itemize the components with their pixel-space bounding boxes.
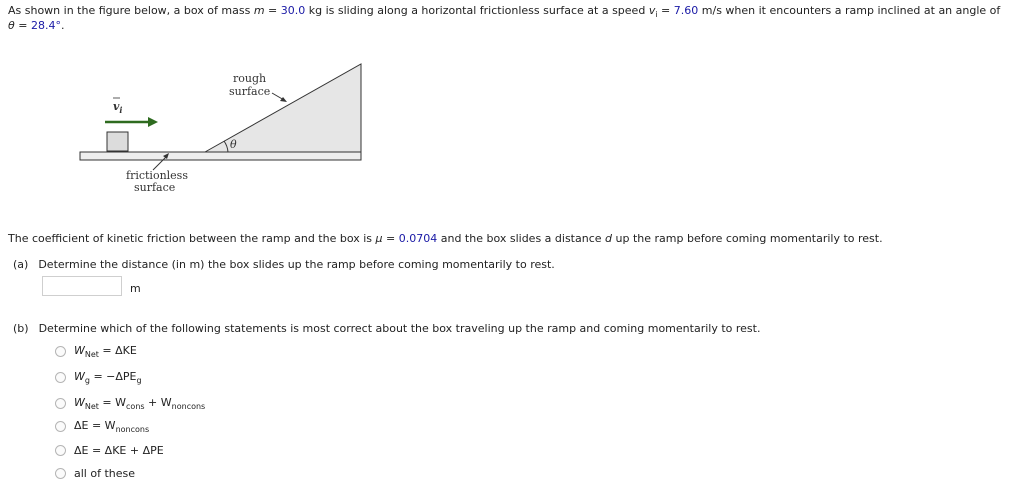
option-de-wnoncons[interactable]: $\Delta E = W_{noncons}$	[55, 419, 149, 434]
rough-label-line-2: surface	[229, 85, 271, 98]
box	[107, 132, 128, 151]
mass-value: 30.0	[280, 4, 306, 17]
mu-value: 0.0704	[398, 232, 438, 245]
part-b-question: (b) Determine which of the following statements is most correct about the box traveling up the ramp and coming momentarily to rest.	[13, 322, 761, 335]
option-wnet-dke[interactable]: $W_{Net} = \Delta KE$	[55, 344, 137, 359]
frictionless-label-line-2: surface	[134, 181, 176, 194]
problem-intro-line-1: As shown in the figure below, a box of mass m = 30.0 kg is sliding along a horizontal frictionless surface at a speed $v_i = 7.60$ m/s when it encounters a ramp inclined at an angle of	[8, 4, 1001, 19]
option-wg-dpeg[interactable]: $W_g = -\Delta PE_g$	[55, 370, 142, 385]
ramp	[205, 64, 361, 160]
option-4-radio[interactable]	[55, 421, 66, 432]
ramp-figure	[70, 55, 370, 205]
frictionless-label-line-1: frictionless	[126, 169, 188, 182]
rough-label-line-1: rough	[233, 72, 267, 85]
velocity-arrowhead	[148, 117, 158, 127]
option-wnet-wcons-wnoncons[interactable]: $W_{Net} = W_{cons} + W_{noncons}$	[55, 396, 205, 411]
option-6-radio[interactable]	[55, 468, 66, 479]
option-5-radio[interactable]	[55, 445, 66, 456]
part-a-question: (a) Determine the distance (in m) the box slides up the ramp before coming momentarily to rest.	[13, 258, 555, 271]
vi-label: $v_i$	[113, 100, 123, 115]
distance-answer-input[interactable]	[42, 276, 122, 296]
option-2-radio[interactable]	[55, 372, 66, 383]
angle-value: 28.4°	[30, 19, 61, 32]
problem-intro-line-2: θ = 28.4°.	[8, 19, 65, 32]
theta-label: θ	[230, 138, 237, 151]
distance-unit-label: m	[130, 282, 141, 295]
option-all-of-these[interactable]: all of these	[55, 467, 135, 480]
horizontal-surface	[80, 152, 361, 160]
friction-statement: The coefficient of kinetic friction between the ramp and the box is μ = 0.0704 and the box slides a distance d up the ramp before coming momentarily to rest.	[8, 232, 883, 245]
speed-value: 7.60	[673, 4, 699, 17]
option-de-dke-dpe[interactable]: ΔE = ΔKE + ΔPE	[55, 444, 164, 457]
option-3-radio[interactable]	[55, 398, 66, 409]
option-1-radio[interactable]	[55, 346, 66, 357]
